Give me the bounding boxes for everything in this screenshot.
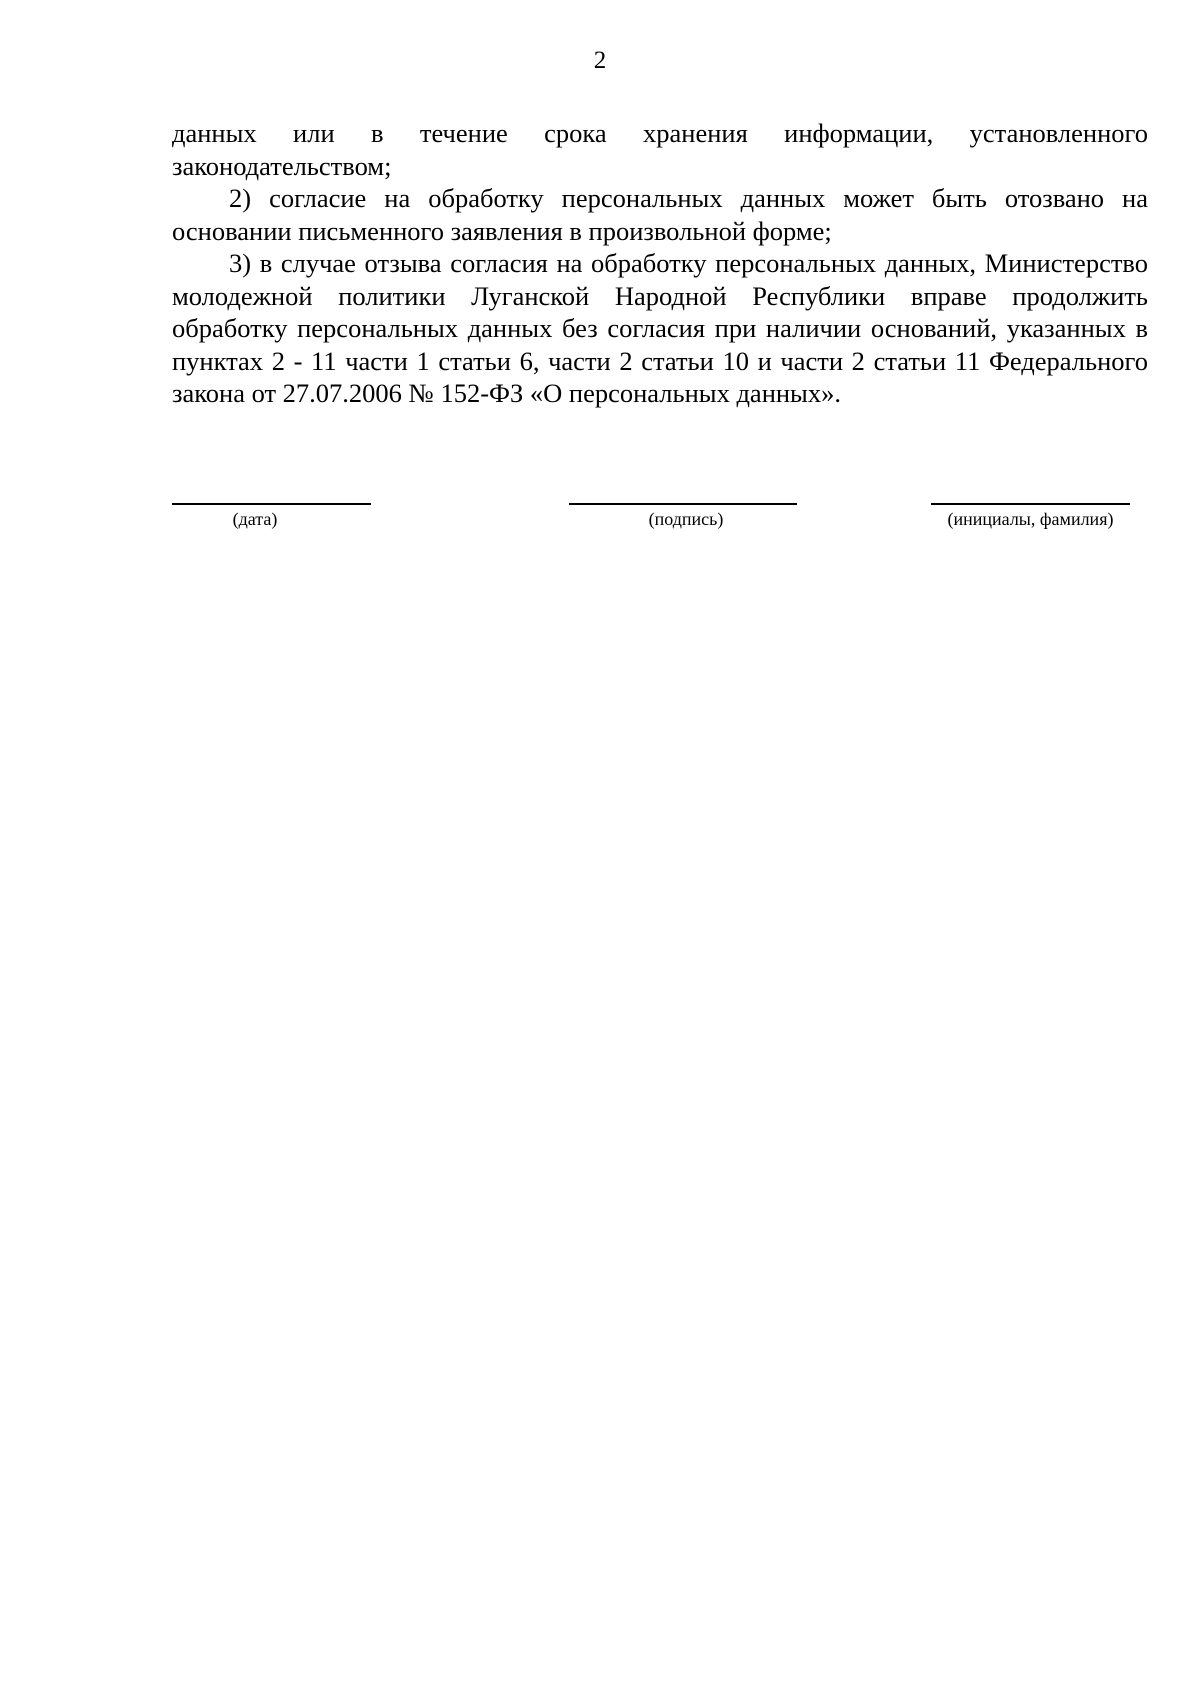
signature-line xyxy=(569,503,797,505)
name-line xyxy=(931,503,1130,505)
document-body xyxy=(172,117,1148,410)
name-label: (инициалы, фамилия) xyxy=(947,509,1114,529)
signature-label: (подпись) xyxy=(648,509,724,529)
paragraph-continuation: данных или в течение срока хранения информации, установленного законодательством; xyxy=(172,118,1148,181)
paragraph-item-3: 3) в случае отзыва согласия на обработку персональных данных, Министерство молодежной политики Луганской Народной Республики вправе продолжить обработку персональных данных без согласия при наличии оснований, указанных в пунктах 2 - 11 части 1 статьи 6, части 2 статьи 10 и части 2 статьи 11 Федерального закона от 27.07.2006 № 152-ФЗ «О персональных данных». xyxy=(172,248,1148,408)
date-line xyxy=(172,503,371,505)
page-number: 2 xyxy=(593,47,607,74)
date-label: (дата) xyxy=(232,509,278,529)
paragraph-item-2: 2) согласие на обработку персональных данных может быть отозвано на основании письменного заявления в произвольной форме; xyxy=(172,183,1148,246)
